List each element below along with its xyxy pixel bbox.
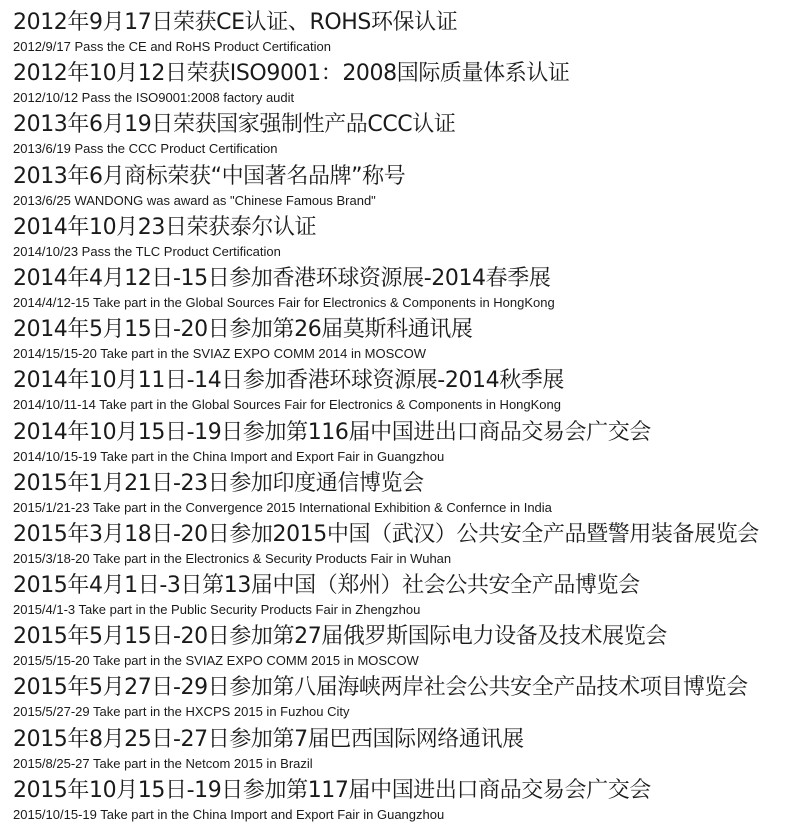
- milestone-title-zh: 2012年9月17日荣获CE认证、ROHS环保认证: [13, 10, 458, 35]
- milestone-item: [13, 520, 809, 571]
- milestone-item: [13, 213, 809, 264]
- milestone-item: [13, 8, 809, 59]
- milestone-title-zh: 2015年5月27日-29日参加第八届海峡两岸社会公共安全产品技术项目博览会: [13, 675, 748, 701]
- milestone-title-zh: 2013年6月19日荣获国家强制性产品CCC认证: [13, 112, 456, 138]
- milestone-item: [13, 264, 809, 315]
- milestone-item: [13, 418, 809, 469]
- milestone-caption-en: 2015/8/25-27 Take part in the Netcom 2015 in Brazil: [13, 755, 313, 771]
- milestone-caption-en: 2014/4/12-15 Take part in the Global Sources Fair for Electronics & Components in HongKong: [13, 294, 555, 310]
- milestone-caption-en: 2014/10/23 Pass the TLC Product Certification: [13, 243, 281, 259]
- milestone-item: [13, 622, 809, 673]
- milestone-item: [13, 673, 809, 724]
- milestone-title-zh: 2015年8月25日-27日参加第7届巴西国际网络通讯展: [13, 726, 524, 752]
- milestone-caption-en: 2014/15/15-20 Take part in the SVIAZ EXPO COMM 2014 in MOSCOW: [13, 346, 427, 362]
- milestone-caption-en: 2015/1/21-23 Take part in the Convergence 2015 International Exhibition & Confernce in India: [13, 499, 552, 515]
- milestone-caption-en: 2012/9/17 Pass the CE and RoHS Product Certification: [13, 39, 331, 54]
- milestone-title-zh: 2015年4月1日-3日第13届中国（郑州）社会公共安全产品博览会: [13, 573, 640, 599]
- milestone-caption-en: 2014/10/11-14 Take part in the Global Sources Fair for Electronics & Components in HongKong: [13, 397, 561, 413]
- milestone-item: [13, 315, 809, 366]
- milestone-item: [13, 725, 809, 776]
- milestone-list: [13, 8, 809, 827]
- milestone-item: [13, 162, 809, 213]
- milestone-item: [13, 110, 809, 161]
- milestone-title-zh: 2012年10月12日荣获ISO9001：2008国际质量体系认证: [13, 61, 570, 87]
- milestone-title-zh: 2014年10月15日-19日参加第116届中国进出口商品交易会广交会: [13, 419, 651, 445]
- milestone-title-zh: 2015年5月15日-20日参加第27届俄罗斯国际电力设备及技术展览会: [13, 624, 667, 650]
- milestone-caption-en: 2015/10/15-19 Take part in the China Import and Export Fair in Guangzhou: [13, 806, 445, 822]
- milestone-caption-en: 2013/6/19 Pass the CCC Product Certification: [13, 141, 278, 157]
- milestone-title-zh: 2015年3月18日-20日参加2015中国（武汉）公共安全产品暨警用装备展览会: [13, 521, 759, 547]
- milestone-caption-en: 2015/5/27-29 Take part in the HXCPS 2015 in Fuzhou City: [13, 704, 350, 720]
- milestone-caption-en: 2013/6/25 WANDONG was award as "Chinese Famous Brand": [13, 192, 376, 208]
- milestone-item: [13, 571, 809, 622]
- milestone-item: [13, 366, 809, 417]
- milestone-item: [13, 59, 809, 110]
- milestone-caption-en: 2012/10/12 Pass the ISO9001:2008 factory audit: [13, 90, 295, 106]
- milestone-title-zh: 2013年6月商标荣获“中国著名品牌”称号: [13, 163, 406, 189]
- milestone-caption-en: 2015/4/1-3 Take part in the Public Security Products Fair in Zhengzhou: [13, 602, 421, 618]
- milestone-title-zh: 2015年1月21日-23日参加印度通信博览会: [13, 470, 424, 496]
- milestone-caption-en: 2014/10/15-19 Take part in the China Import and Export Fair in Guangzhou: [13, 448, 445, 464]
- milestone-item: [13, 469, 809, 520]
- milestone-title-zh: 2014年4月12日-15日参加香港环球资源展-2014春季展: [13, 265, 551, 291]
- milestone-title-zh: 2014年5月15日-20日参加第26届莫斯科通讯展: [13, 317, 473, 343]
- milestone-caption-en: 2015/3/18-20 Take part in the Electronics & Security Products Fair in Wuhan: [13, 550, 452, 566]
- milestone-item: [13, 776, 809, 827]
- milestone-title-zh: 2015年10月15日-19日参加第117届中国进出口商品交易会广交会: [13, 777, 651, 803]
- milestone-title-zh: 2014年10月11日-14日参加香港环球资源展-2014秋季展: [13, 368, 565, 394]
- milestone-title-zh: 2014年10月23日荣获泰尔认证: [13, 214, 317, 240]
- milestone-caption-en: 2015/5/15-20 Take part in the SVIAZ EXPO COMM 2015 in MOSCOW: [13, 653, 419, 669]
